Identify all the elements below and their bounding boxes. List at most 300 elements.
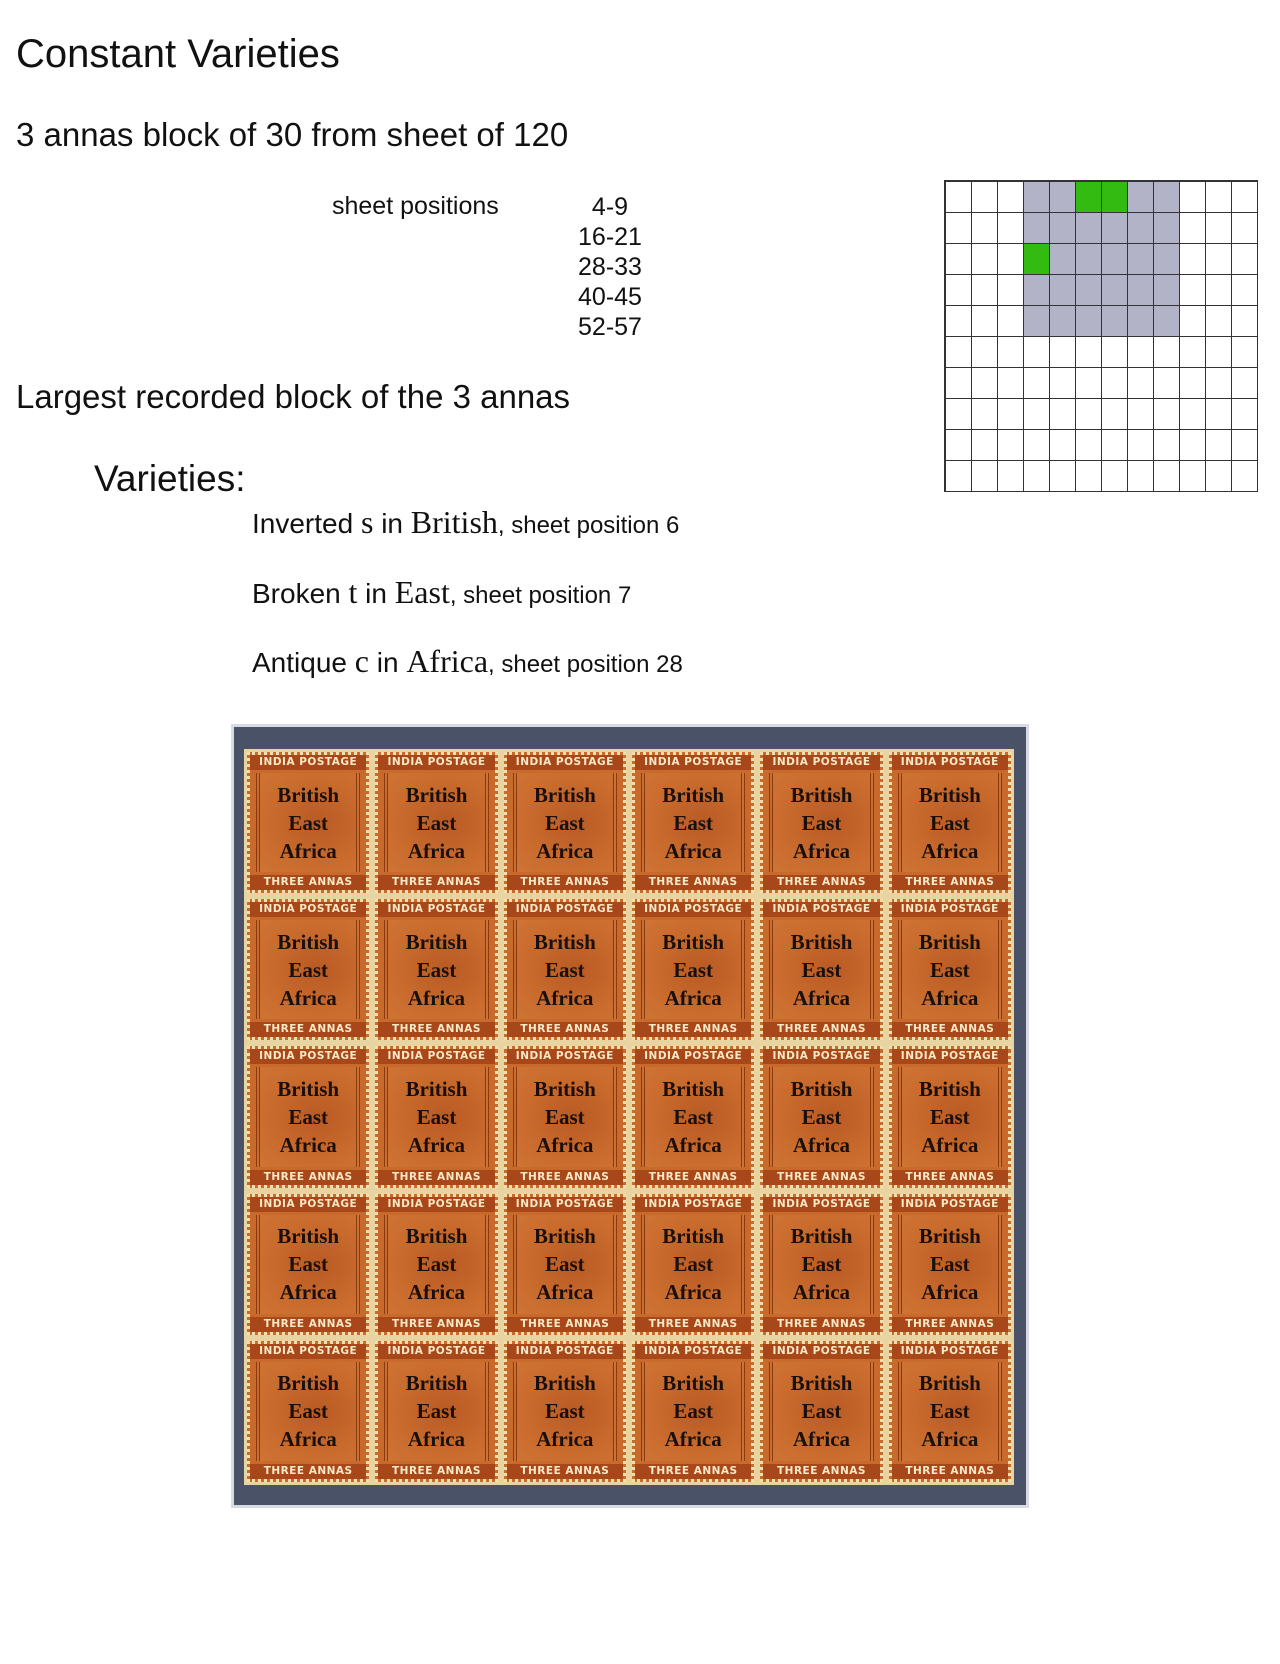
sheet-cell — [1102, 337, 1128, 368]
overprint-line: British — [918, 782, 981, 807]
sheet-positions-list — [560, 192, 660, 342]
stamp-top-label: INDIA POSTAGE — [635, 1197, 751, 1212]
overprint-line: Africa — [407, 1280, 466, 1305]
block-position-cell — [1154, 213, 1180, 244]
sheet-cell — [1180, 182, 1206, 213]
sheet-cell — [1206, 337, 1232, 368]
stamp — [889, 752, 1011, 893]
sheet-cell — [1102, 430, 1128, 461]
stamp — [504, 1046, 626, 1187]
stamp-portrait — [898, 1215, 1002, 1314]
overprint-line: British — [405, 1371, 468, 1396]
stamp-bottom-label: THREE ANNAS — [763, 1317, 879, 1332]
sheet-cell — [1128, 368, 1154, 399]
stamp-top-label: INDIA POSTAGE — [635, 902, 751, 917]
block-position-cell — [1050, 244, 1076, 275]
overprint-line: British — [918, 929, 981, 954]
stamp — [375, 899, 497, 1040]
sheet-cell — [1102, 368, 1128, 399]
sheet-cell — [1024, 399, 1050, 430]
overprint-line: British — [405, 1224, 468, 1249]
block-position-cell — [1102, 306, 1128, 337]
overprint-line: Africa — [407, 1132, 466, 1157]
block-position-cell — [1128, 306, 1154, 337]
overprint-line: East — [416, 957, 457, 982]
stamp-top-label: INDIA POSTAGE — [378, 1344, 494, 1359]
sheet-cell — [998, 213, 1024, 244]
sheet-cell — [1232, 461, 1258, 492]
stamp-portrait — [898, 920, 1002, 1019]
overprint-line: British — [277, 1224, 340, 1249]
stamp-bottom-label: THREE ANNAS — [507, 1464, 623, 1479]
sheet-cell — [998, 306, 1024, 337]
overprint-line: East — [416, 810, 457, 835]
stamp-top-label: INDIA POSTAGE — [892, 1049, 1008, 1064]
stamp-portrait — [641, 1067, 745, 1166]
largest-block-note: Largest recorded block of the 3 annas — [16, 378, 571, 415]
stamp-top-label: INDIA POSTAGE — [763, 1049, 879, 1064]
stamp-bottom-label: THREE ANNAS — [507, 1170, 623, 1185]
overprint-line: East — [544, 1104, 585, 1129]
sheet-cell — [1206, 461, 1232, 492]
block-position-cell — [1024, 275, 1050, 306]
varieties-heading: Varieties: — [94, 458, 246, 499]
overprint-line: British — [533, 782, 596, 807]
overprint-line: East — [288, 1104, 328, 1129]
stamp — [889, 899, 1011, 1040]
stamp-bottom-label: THREE ANNAS — [378, 1464, 494, 1479]
sheet-cell — [998, 461, 1024, 492]
sheet-cell — [1232, 244, 1258, 275]
stamp — [632, 752, 754, 893]
stamp-top-label: INDIA POSTAGE — [378, 755, 494, 770]
sheet-cell — [972, 368, 998, 399]
stamp-top-label: INDIA POSTAGE — [507, 1344, 623, 1359]
sheet-cell — [1180, 337, 1206, 368]
variety-letter: s — [360, 504, 374, 540]
overprint-line: British — [277, 1076, 340, 1101]
sheet-position-range: 52-57 — [578, 313, 642, 341]
sheet-positions-label: sheet positions — [332, 192, 499, 220]
overprint-line: Africa — [536, 838, 594, 863]
overprint-line: Africa — [792, 1132, 851, 1157]
sheet-cell — [946, 430, 972, 461]
overprint-line: Africa — [407, 838, 466, 863]
stamp — [247, 752, 369, 893]
stamp-top-label: INDIA POSTAGE — [250, 1344, 366, 1359]
stamp-top-label: INDIA POSTAGE — [250, 902, 366, 917]
variety-position: , sheet position 6 — [497, 512, 680, 539]
sheet-cell — [1180, 461, 1206, 492]
sheet-cell — [1024, 368, 1050, 399]
stamp — [632, 899, 754, 1040]
variety-connector: in — [365, 578, 387, 609]
sheet-cell — [1024, 461, 1050, 492]
sheet-cell — [1232, 182, 1258, 213]
stamp — [760, 1046, 882, 1187]
sheet-cell — [1076, 399, 1102, 430]
stamp — [247, 899, 369, 1040]
stamp-top-label: INDIA POSTAGE — [892, 1197, 1008, 1212]
stamp-portrait — [513, 1362, 617, 1461]
stamp — [247, 1046, 369, 1187]
sheet-cell — [972, 275, 998, 306]
stamp-portrait — [384, 773, 488, 872]
overprint-line: East — [288, 1252, 328, 1277]
stamp — [632, 1341, 754, 1482]
overprint-line: Africa — [921, 985, 979, 1010]
stamp-portrait — [641, 773, 745, 872]
sheet-cell — [946, 182, 972, 213]
sheet-cell — [1102, 399, 1128, 430]
sheet-cell — [998, 244, 1024, 275]
stamp — [760, 752, 882, 893]
sheet-cell — [1206, 182, 1232, 213]
sheet-cell — [1154, 368, 1180, 399]
block-position-cell — [1024, 213, 1050, 244]
stamp-bottom-label: THREE ANNAS — [507, 875, 623, 890]
overprint-line: British — [662, 1371, 725, 1396]
stamp-portrait — [769, 1362, 873, 1461]
overprint-line: Africa — [792, 985, 851, 1010]
overprint-line: East — [929, 1399, 970, 1424]
stamp-top-label: INDIA POSTAGE — [763, 902, 879, 917]
sheet-cell — [1232, 213, 1258, 244]
block-position-cell — [1076, 213, 1102, 244]
overprint-line: East — [929, 810, 970, 835]
overprint-line: East — [416, 1399, 457, 1424]
stamp-block-photo — [234, 727, 1026, 1505]
sheet-cell — [972, 399, 998, 430]
overprint-line: Africa — [407, 985, 466, 1010]
stamp-portrait — [898, 1362, 1002, 1461]
sheet-cell — [1206, 399, 1232, 430]
sheet-cell — [1206, 368, 1232, 399]
overprint-line: East — [673, 1399, 713, 1424]
sheet-position-range: 28-33 — [578, 253, 642, 281]
overprint-line: British — [533, 1076, 596, 1101]
stamp — [375, 752, 497, 893]
stamp-bottom-label: THREE ANNAS — [635, 1464, 751, 1479]
stamp-bottom-label: THREE ANNAS — [250, 1317, 366, 1332]
overprint-line: East — [673, 810, 713, 835]
overprint-line: Africa — [921, 1427, 979, 1452]
stamp — [760, 899, 882, 1040]
variety-item — [252, 643, 683, 680]
sheet-position-range: 4-9 — [591, 193, 629, 221]
sheet-cell — [1206, 213, 1232, 244]
sheet-cell — [1024, 430, 1050, 461]
stamp-portrait — [384, 1362, 488, 1461]
sheet-cell — [1102, 461, 1128, 492]
block-position-cell — [1154, 182, 1180, 213]
sheet-cell — [998, 182, 1024, 213]
overprint-line: Africa — [536, 1132, 594, 1157]
block-position-cell — [1154, 306, 1180, 337]
sheet-cell — [1050, 368, 1076, 399]
stamp-portrait — [256, 773, 360, 872]
overprint-line: Africa — [279, 1280, 337, 1305]
sheet-cell — [1050, 430, 1076, 461]
stamp — [375, 1046, 497, 1187]
sheet-cell — [972, 182, 998, 213]
sheet-cell — [1232, 399, 1258, 430]
stamp-top-label: INDIA POSTAGE — [892, 902, 1008, 917]
stamp-top-label: INDIA POSTAGE — [763, 1197, 879, 1212]
overprint-line: East — [801, 810, 842, 835]
stamp — [375, 1194, 497, 1335]
overprint-line: East — [673, 1104, 713, 1129]
stamp-bottom-label: THREE ANNAS — [378, 1022, 494, 1037]
overprint-line: British — [405, 1076, 468, 1101]
sheet-cell — [1076, 368, 1102, 399]
block-position-cell — [1128, 213, 1154, 244]
stamp-bottom-label: THREE ANNAS — [892, 1170, 1008, 1185]
variety-item — [252, 504, 679, 541]
overprint-line: East — [929, 1104, 970, 1129]
sheet-cell — [998, 399, 1024, 430]
stamp — [247, 1194, 369, 1335]
overprint-line: Africa — [536, 1427, 594, 1452]
stamp-top-label: INDIA POSTAGE — [892, 755, 1008, 770]
variety-name: Antique — [252, 647, 347, 678]
overprint-line: British — [662, 929, 725, 954]
overprint-line: East — [288, 957, 328, 982]
stamp-portrait — [513, 1067, 617, 1166]
sheet-cell — [1076, 430, 1102, 461]
sheet-cell — [1154, 399, 1180, 430]
stamp-portrait — [769, 920, 873, 1019]
sheet-cell — [998, 430, 1024, 461]
overprint-line: East — [929, 957, 970, 982]
overprint-line: Africa — [664, 1280, 722, 1305]
overprint-line: Africa — [792, 1280, 851, 1305]
sheet-cell — [946, 399, 972, 430]
stamp-portrait — [256, 1215, 360, 1314]
sheet-cell — [998, 337, 1024, 368]
variety-letter: c — [354, 643, 369, 679]
stamp-top-label: INDIA POSTAGE — [250, 755, 366, 770]
sheet-cell — [1076, 337, 1102, 368]
stamp-top-label: INDIA POSTAGE — [635, 755, 751, 770]
variety-word: East — [394, 574, 450, 610]
overprint-line: Africa — [279, 1427, 337, 1452]
block-position-cell — [1128, 244, 1154, 275]
stamp — [889, 1194, 1011, 1335]
sheet-cell — [1128, 337, 1154, 368]
sheet-cell — [1128, 399, 1154, 430]
variety-position: , sheet position 28 — [488, 651, 683, 678]
stamp-portrait — [898, 1067, 1002, 1166]
sheet-cell — [1232, 430, 1258, 461]
stamp-block — [244, 749, 1014, 1485]
stamp-bottom-label: THREE ANNAS — [378, 1317, 494, 1332]
sheet-cell — [1232, 306, 1258, 337]
stamp-bottom-label: THREE ANNAS — [378, 875, 494, 890]
overprint-line: East — [544, 810, 585, 835]
stamp-portrait — [641, 1215, 745, 1314]
overprint-line: Africa — [664, 1427, 722, 1452]
overprint-line: East — [673, 1252, 713, 1277]
sheet-cell — [1024, 337, 1050, 368]
variety-position-cell — [1024, 244, 1050, 275]
sheet-cell — [998, 368, 1024, 399]
stamp-top-label: INDIA POSTAGE — [635, 1344, 751, 1359]
stamp-portrait — [769, 1215, 873, 1314]
block-position-cell — [1154, 275, 1180, 306]
sheet-position-grid — [944, 180, 1258, 492]
overprint-line: Africa — [921, 838, 979, 863]
sheet-cell — [1180, 275, 1206, 306]
block-position-cell — [1102, 244, 1128, 275]
sheet-cell — [1232, 337, 1258, 368]
stamp-top-label: INDIA POSTAGE — [507, 1197, 623, 1212]
sheet-cell — [1154, 337, 1180, 368]
overprint-line: East — [416, 1252, 457, 1277]
sheet-cell — [998, 275, 1024, 306]
sheet-cell — [972, 213, 998, 244]
overprint-line: British — [533, 929, 596, 954]
overprint-line: British — [662, 1076, 725, 1101]
overprint-line: Africa — [664, 985, 722, 1010]
stamp-portrait — [769, 1067, 873, 1166]
stamp-bottom-label: THREE ANNAS — [635, 1170, 751, 1185]
stamp — [889, 1341, 1011, 1482]
block-position-cell — [1050, 182, 1076, 213]
stamp-bottom-label: THREE ANNAS — [378, 1170, 494, 1185]
stamp — [247, 1341, 369, 1482]
block-position-cell — [1024, 182, 1050, 213]
stamp-bottom-label: THREE ANNAS — [763, 875, 879, 890]
sheet-cell — [1154, 430, 1180, 461]
block-position-cell — [1024, 306, 1050, 337]
stamp-bottom-label: THREE ANNAS — [635, 1317, 751, 1332]
variety-name: Inverted — [252, 508, 354, 539]
sheet-cell — [946, 337, 972, 368]
overprint-line: East — [801, 1252, 842, 1277]
stamp-top-label: INDIA POSTAGE — [763, 1344, 879, 1359]
sheet-position-range: 16-21 — [578, 223, 642, 251]
block-position-cell — [1154, 244, 1180, 275]
overprint-line: East — [544, 1252, 585, 1277]
block-position-cell — [1076, 244, 1102, 275]
block-position-cell — [1128, 182, 1154, 213]
stamp — [504, 1341, 626, 1482]
overprint-line: British — [790, 1371, 853, 1396]
overprint-line: East — [544, 957, 585, 982]
sheet-cell — [1180, 306, 1206, 337]
sheet-cell — [1180, 430, 1206, 461]
overprint-line: East — [801, 957, 842, 982]
overprint-line: East — [288, 1399, 328, 1424]
stamp-portrait — [384, 1215, 488, 1314]
sheet-cell — [972, 430, 998, 461]
stamp-portrait — [384, 920, 488, 1019]
overprint-line: British — [277, 1371, 340, 1396]
sheet-cell — [1154, 461, 1180, 492]
overprint-line: East — [929, 1252, 970, 1277]
stamp-top-label: INDIA POSTAGE — [378, 1049, 494, 1064]
variety-connector: in — [381, 508, 403, 539]
overprint-line: British — [662, 1224, 725, 1249]
block-position-cell — [1128, 275, 1154, 306]
stamp — [760, 1341, 882, 1482]
overprint-line: Africa — [792, 838, 851, 863]
block-position-cell — [1102, 275, 1128, 306]
variety-position-cell — [1076, 182, 1102, 213]
sheet-cell — [946, 275, 972, 306]
overprint-line: British — [277, 929, 340, 954]
stamp-portrait — [384, 1067, 488, 1166]
stamp-top-label: INDIA POSTAGE — [378, 1197, 494, 1212]
overprint-line: Africa — [279, 1132, 337, 1157]
overprint-line: Africa — [536, 985, 594, 1010]
overprint-line: Africa — [536, 1280, 594, 1305]
sheet-cell — [1206, 275, 1232, 306]
stamp-portrait — [641, 920, 745, 1019]
stamp-bottom-label: THREE ANNAS — [763, 1022, 879, 1037]
sheet-cell — [972, 306, 998, 337]
stamp-portrait — [256, 1067, 360, 1166]
stamp-portrait — [513, 773, 617, 872]
sheet-cell — [946, 306, 972, 337]
stamp-portrait — [256, 1362, 360, 1461]
overprint-line: Africa — [279, 985, 337, 1010]
stamp — [889, 1046, 1011, 1187]
stamp-bottom-label: THREE ANNAS — [250, 1464, 366, 1479]
variety-position: , sheet position 7 — [449, 582, 632, 609]
stamp-bottom-label: THREE ANNAS — [763, 1170, 879, 1185]
variety-name: Broken — [252, 578, 341, 609]
stamp-top-label: INDIA POSTAGE — [250, 1197, 366, 1212]
overprint-line: East — [544, 1399, 585, 1424]
sheet-cell — [1180, 399, 1206, 430]
sheet-cell — [1206, 430, 1232, 461]
stamp-bottom-label: THREE ANNAS — [635, 875, 751, 890]
stamp — [375, 1341, 497, 1482]
variety-word: Africa — [406, 643, 489, 679]
stamp-portrait — [513, 1215, 617, 1314]
stamp-portrait — [513, 920, 617, 1019]
stamp-bottom-label: THREE ANNAS — [507, 1022, 623, 1037]
stamp — [760, 1194, 882, 1335]
stamp-top-label: INDIA POSTAGE — [763, 755, 879, 770]
stamp-bottom-label: THREE ANNAS — [892, 1464, 1008, 1479]
sheet-cell — [1128, 461, 1154, 492]
stamp-bottom-label: THREE ANNAS — [892, 1022, 1008, 1037]
stamp-portrait — [641, 1362, 745, 1461]
overprint-line: East — [416, 1104, 457, 1129]
sheet-cell — [1076, 461, 1102, 492]
overprint-line: Africa — [921, 1280, 979, 1305]
variety-word: British — [410, 504, 498, 540]
stamp-bottom-label: THREE ANNAS — [763, 1464, 879, 1479]
sheet-cell — [1180, 213, 1206, 244]
stamp-bottom-label: THREE ANNAS — [635, 1022, 751, 1037]
overprint-line: Africa — [792, 1427, 851, 1452]
sheet-cell — [1206, 244, 1232, 275]
stamp — [632, 1194, 754, 1335]
stamp-bottom-label: THREE ANNAS — [892, 875, 1008, 890]
stamp-bottom-label: THREE ANNAS — [250, 1170, 366, 1185]
block-position-cell — [1050, 275, 1076, 306]
overprint-line: British — [790, 1076, 853, 1101]
overprint-line: British — [918, 1224, 981, 1249]
block-description: 3 annas block of 30 from sheet of 120 — [16, 116, 569, 153]
stamp-bottom-label: THREE ANNAS — [507, 1317, 623, 1332]
overprint-line: Africa — [279, 838, 337, 863]
block-position-cell — [1050, 213, 1076, 244]
